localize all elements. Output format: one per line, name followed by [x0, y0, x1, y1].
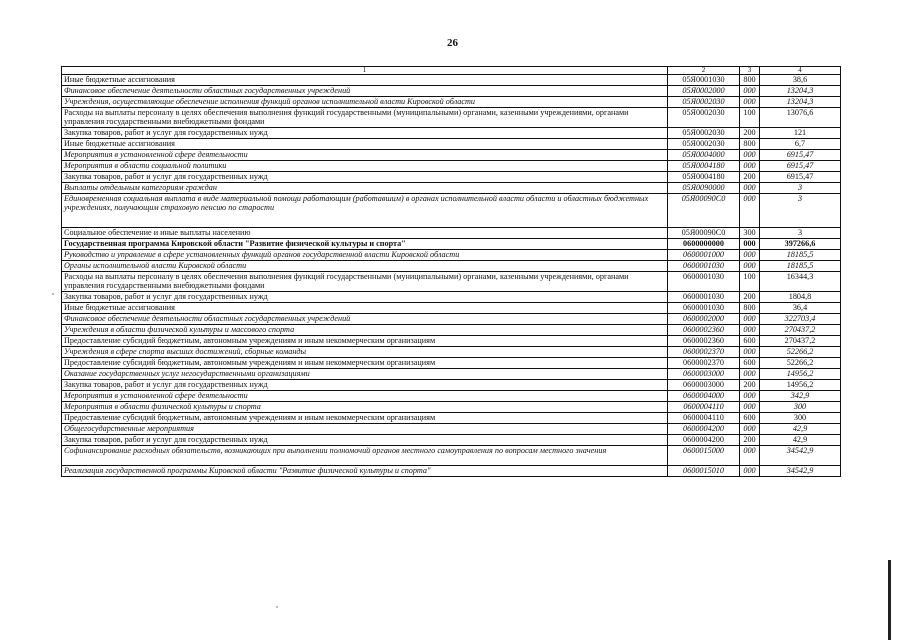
- row-code-cell: 0600001030: [668, 303, 740, 314]
- row-type-cell: 000: [740, 391, 760, 402]
- row-code-cell: 0600004000: [668, 391, 740, 402]
- row-name-cell: Социальное обеспечение и иные выплаты населению: [62, 228, 668, 239]
- table-row: [62, 402, 841, 413]
- row-code-cell: 0600004110: [668, 413, 740, 424]
- scan-speck: [276, 606, 278, 608]
- row-type-cell: 000: [740, 402, 760, 413]
- row-sum-cell: 397266,6: [760, 239, 841, 250]
- row-sum-cell: 6915,47: [760, 150, 841, 161]
- row-name-cell: Закупка товаров, работ и услуг для государственных нужд: [62, 435, 668, 446]
- row-name-cell: Иные бюджетные ассигнования: [62, 303, 668, 314]
- row-code-cell: 0600002000: [668, 314, 740, 325]
- row-sum-cell: 34542,9: [760, 466, 841, 477]
- row-code-cell: 05Я00090С0: [668, 228, 740, 239]
- table-row: [62, 75, 841, 86]
- row-code-cell: 0600002360: [668, 336, 740, 347]
- row-name-cell: Реализация государственной программы Кировской области "Развитие физической культуры и спорта": [62, 466, 668, 477]
- row-name-cell: Мероприятия в области физической культуры и спорта: [62, 402, 668, 413]
- row-type-cell: 200: [740, 435, 760, 446]
- row-type-cell: 000: [740, 261, 760, 272]
- row-type-cell: 000: [740, 369, 760, 380]
- row-name-cell: Закупка товаров, работ и услуг для государственных нужд: [62, 292, 668, 303]
- row-sum-cell: 36,4: [760, 303, 841, 314]
- row-name-cell: Учреждения в области физической культуры и массового спорта: [62, 325, 668, 336]
- row-code-cell: 05Я0002000: [668, 86, 740, 97]
- row-code-cell: 0600003000: [668, 369, 740, 380]
- row-code-cell: 0600001030: [668, 261, 740, 272]
- row-type-cell: 800: [740, 303, 760, 314]
- row-name-cell: Учреждения в сфере спорта высших достижений, сборные команды: [62, 347, 668, 358]
- row-type-cell: 000: [740, 150, 760, 161]
- row-code-cell: 05Я0004000: [668, 150, 740, 161]
- row-code-cell: 0600015000: [668, 446, 740, 466]
- row-sum-cell: 18185,5: [760, 250, 841, 261]
- row-type-cell: 000: [740, 446, 760, 466]
- row-code-cell: 0600004200: [668, 424, 740, 435]
- row-type-cell: 100: [740, 108, 760, 128]
- table-row: [62, 250, 841, 261]
- table-row: [62, 358, 841, 369]
- row-code-cell: 05Я00090С0: [668, 194, 740, 228]
- row-type-cell: 600: [740, 336, 760, 347]
- row-code-cell: 05Я0002030: [668, 97, 740, 108]
- row-type-cell: 000: [740, 314, 760, 325]
- row-sum-cell: 13204,3: [760, 97, 841, 108]
- row-sum-cell: 6915,47: [760, 161, 841, 172]
- row-name-cell: Органы исполнительной власти Кировской области: [62, 261, 668, 272]
- row-sum-cell: 1804,8: [760, 292, 841, 303]
- budget-table: [61, 66, 841, 477]
- row-type-cell: 000: [740, 161, 760, 172]
- row-sum-cell: 300: [760, 413, 841, 424]
- row-sum-cell: 16344,3: [760, 272, 841, 292]
- row-code-cell: 0600002360: [668, 325, 740, 336]
- row-type-cell: 000: [740, 466, 760, 477]
- table-row: [62, 336, 841, 347]
- table-row: [62, 314, 841, 325]
- row-name-cell: Предоставление субсидий бюджетным, автономным учреждениям и иным некоммерческим организациям: [62, 358, 668, 369]
- table-row: [62, 303, 841, 314]
- row-code-cell: 05Я0004180: [668, 172, 740, 183]
- row-type-cell: 000: [740, 250, 760, 261]
- column-header-sum: 4: [760, 67, 841, 75]
- row-sum-cell: 52266,2: [760, 358, 841, 369]
- table-row: [62, 108, 841, 128]
- row-code-cell: 05Я0002030: [668, 128, 740, 139]
- row-type-cell: 200: [740, 172, 760, 183]
- row-type-cell: 000: [740, 347, 760, 358]
- row-type-cell: 200: [740, 128, 760, 139]
- table-row: [62, 86, 841, 97]
- row-name-cell: Финансовое обеспечение деятельности областных государственных учреждений: [62, 314, 668, 325]
- row-sum-cell: 342,9: [760, 391, 841, 402]
- table-row: [62, 97, 841, 108]
- table-row: [62, 446, 841, 466]
- row-code-cell: 0600015010: [668, 466, 740, 477]
- margin-scan-mark: [888, 560, 891, 640]
- row-name-cell: Учреждения, осуществляющие обеспечение исполнения функций органов исполнительной власти Кировской области: [62, 97, 668, 108]
- row-sum-cell: 42,9: [760, 424, 841, 435]
- table-row: [62, 128, 841, 139]
- table-row: [62, 183, 841, 194]
- row-code-cell: 0600004200: [668, 435, 740, 446]
- row-sum-cell: 38,6: [760, 75, 841, 86]
- row-name-cell: Расходы на выплаты персоналу в целях обеспечения выполнения функций государственными (муниципальными) органами, казенными учреждениями, органами управления государственными внебюджетными фондами: [62, 108, 668, 128]
- row-sum-cell: 13204,3: [760, 86, 841, 97]
- table-row: [62, 413, 841, 424]
- row-sum-cell: 3: [760, 183, 841, 194]
- row-code-cell: 05Я0002030: [668, 139, 740, 150]
- row-type-cell: 000: [740, 183, 760, 194]
- row-sum-cell: 52266,2: [760, 347, 841, 358]
- table-row: [62, 424, 841, 435]
- table-row: [62, 325, 841, 336]
- row-code-cell: 05Я0001030: [668, 75, 740, 86]
- row-sum-cell: 6,7: [760, 139, 841, 150]
- row-name-cell: Иные бюджетные ассигнования: [62, 75, 668, 86]
- row-name-cell: Руководство и управление в сфере установленных функций органов государственной власти Кировской области: [62, 250, 668, 261]
- table-row: [62, 391, 841, 402]
- row-name-cell: Закупка товаров, работ и услуг для государственных нужд: [62, 128, 668, 139]
- table-row: [62, 466, 841, 477]
- table-body: [62, 75, 841, 477]
- row-type-cell: 000: [740, 424, 760, 435]
- row-type-cell: 800: [740, 139, 760, 150]
- row-type-cell: 000: [740, 97, 760, 108]
- table-row: [62, 380, 841, 391]
- row-sum-cell: 18185,5: [760, 261, 841, 272]
- table-row: [62, 347, 841, 358]
- row-code-cell: 0600001000: [668, 250, 740, 261]
- row-name-cell: Предоставление субсидий бюджетным, автономным учреждениям и иным некоммерческим организациям: [62, 336, 668, 347]
- table-row: [62, 194, 841, 228]
- row-name-cell: Единовременная социальная выплата в виде материальной помощи работающим (работавшим) в органах исполнительной власти области и областных бюджетных учреждениях, получающим страховую пенсию по старости: [62, 194, 668, 228]
- row-type-cell: 000: [740, 239, 760, 250]
- table-row: [62, 239, 841, 250]
- page-number: 26: [447, 37, 458, 49]
- table-row: [62, 369, 841, 380]
- row-code-cell: 0600002370: [668, 347, 740, 358]
- row-name-cell: Предоставление субсидий бюджетным, автономным учреждениям и иным некоммерческим организациям: [62, 413, 668, 424]
- row-code-cell: 05Я0002030: [668, 108, 740, 128]
- row-code-cell: 0600003000: [668, 380, 740, 391]
- row-type-cell: 000: [740, 86, 760, 97]
- row-name-cell: Мероприятия в установленной сфере деятельности: [62, 391, 668, 402]
- table-row: [62, 172, 841, 183]
- row-name-cell: Государственная программа Кировской области "Развитие физической культуры и спорта": [62, 239, 668, 250]
- row-sum-cell: 42,9: [760, 435, 841, 446]
- row-name-cell: Софинансирование расходных обязательств, возникающих при выполнении полномочий органов местного самоуправления по вопросам местного значения: [62, 446, 668, 466]
- table-row: [62, 261, 841, 272]
- row-name-cell: Общегосударственные мероприятия: [62, 424, 668, 435]
- row-sum-cell: 14956,2: [760, 380, 841, 391]
- row-sum-cell: 121: [760, 128, 841, 139]
- row-name-cell: Финансовое обеспечение деятельности областных государственных учреждений: [62, 86, 668, 97]
- scan-speck: [52, 293, 54, 295]
- row-sum-cell: 6915,47: [760, 172, 841, 183]
- row-sum-cell: 270437,2: [760, 336, 841, 347]
- row-name-cell: Закупка товаров, работ и услуг для государственных нужд: [62, 380, 668, 391]
- row-sum-cell: 34542,9: [760, 446, 841, 466]
- row-sum-cell: 13076,6: [760, 108, 841, 128]
- table-row: [62, 161, 841, 172]
- row-type-cell: 000: [740, 325, 760, 336]
- row-sum-cell: 3: [760, 194, 841, 228]
- table-row: [62, 139, 841, 150]
- column-header-code: 2: [668, 67, 740, 75]
- column-header-type: 3: [740, 67, 760, 75]
- row-name-cell: Мероприятия в области социальной политики: [62, 161, 668, 172]
- row-code-cell: 0600000000: [668, 239, 740, 250]
- row-type-cell: 300: [740, 228, 760, 239]
- row-code-cell: 0600004110: [668, 402, 740, 413]
- row-sum-cell: 300: [760, 402, 841, 413]
- row-code-cell: 0600001030: [668, 272, 740, 292]
- row-type-cell: 200: [740, 292, 760, 303]
- row-type-cell: 200: [740, 380, 760, 391]
- row-sum-cell: 3: [760, 228, 841, 239]
- row-type-cell: 000: [740, 194, 760, 228]
- table-row: [62, 228, 841, 239]
- row-type-cell: 800: [740, 75, 760, 86]
- row-code-cell: 0600001030: [668, 292, 740, 303]
- row-code-cell: 05Я0004180: [668, 161, 740, 172]
- row-sum-cell: 322703,4: [760, 314, 841, 325]
- table-header-row: [62, 67, 841, 75]
- row-type-cell: 600: [740, 413, 760, 424]
- row-name-cell: Закупка товаров, работ и услуг для государственных нужд: [62, 172, 668, 183]
- row-name-cell: Мероприятия в установленной сфере деятельности: [62, 150, 668, 161]
- row-name-cell: Расходы на выплаты персоналу в целях обеспечения выполнения функций государственными (муниципальными) органами, казенными учреждениями, органами управления государственными внебюджетными фондами: [62, 272, 668, 292]
- row-name-cell: Выплаты отдельным категориям граждан: [62, 183, 668, 194]
- table-row: [62, 272, 841, 292]
- table-row: [62, 292, 841, 303]
- row-sum-cell: 14956,2: [760, 369, 841, 380]
- row-name-cell: Иные бюджетные ассигнования: [62, 139, 668, 150]
- table-row: [62, 435, 841, 446]
- table-row: [62, 150, 841, 161]
- row-name-cell: Оказание государственных услуг негосударственными организациями: [62, 369, 668, 380]
- row-code-cell: 0600002370: [668, 358, 740, 369]
- row-type-cell: 600: [740, 358, 760, 369]
- row-sum-cell: 270437,2: [760, 325, 841, 336]
- column-header-name: 1: [62, 67, 668, 75]
- row-code-cell: 05Я0090000: [668, 183, 740, 194]
- row-type-cell: 100: [740, 272, 760, 292]
